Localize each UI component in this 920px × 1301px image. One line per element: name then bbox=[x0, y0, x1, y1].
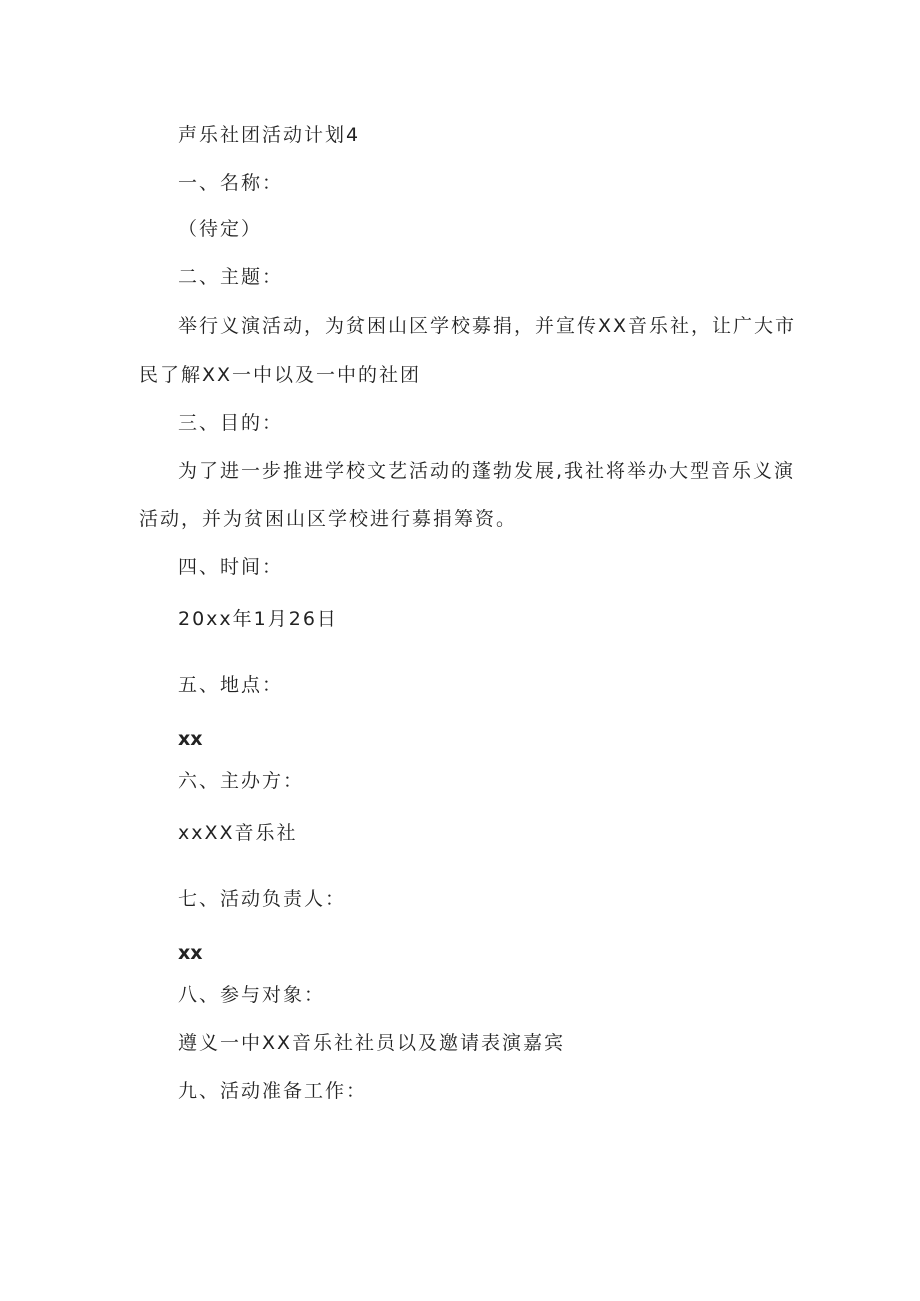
section-purpose-line-1: 为了进一步推进学校文艺活动的蓬勃发展,我社将举办大型音乐义演 bbox=[178, 460, 796, 482]
section-place-value: xx bbox=[178, 728, 203, 750]
section-participants-heading: 八、参与对象： bbox=[178, 984, 326, 1006]
section-organizer-heading: 六、主办方： bbox=[178, 770, 305, 792]
section-leader-value: xx bbox=[178, 942, 203, 964]
section-preparation-heading: 九、活动准备工作： bbox=[178, 1080, 368, 1102]
section-purpose-line-2: 活动，并为贫困山区学校进行募捐筹资。 bbox=[139, 508, 518, 530]
section-participants-value: 遵义一中XX音乐社社员以及邀请表演嘉宾 bbox=[178, 1032, 566, 1054]
section-place-heading: 五、地点： bbox=[178, 674, 284, 696]
section-name-heading: 一、名称： bbox=[178, 172, 284, 194]
section-organizer-value: xxXX音乐社 bbox=[178, 822, 298, 844]
section-theme-line-1: 举行义演活动，为贫困山区学校募捐，并宣传XX音乐社，让广大市 bbox=[178, 315, 797, 337]
section-time-heading: 四、时间： bbox=[178, 556, 284, 578]
section-purpose-heading: 三、目的： bbox=[178, 412, 284, 434]
document-title: 声乐社团活动计划4 bbox=[178, 124, 361, 146]
section-time-value: 20xx年1月26日 bbox=[178, 608, 338, 630]
section-leader-heading: 七、活动负责人： bbox=[178, 888, 347, 910]
section-name-value: （待定） bbox=[178, 218, 263, 240]
section-theme-line-2: 民了解XX一中以及一中的社团 bbox=[139, 364, 422, 386]
section-theme-heading: 二、主题： bbox=[178, 266, 284, 288]
